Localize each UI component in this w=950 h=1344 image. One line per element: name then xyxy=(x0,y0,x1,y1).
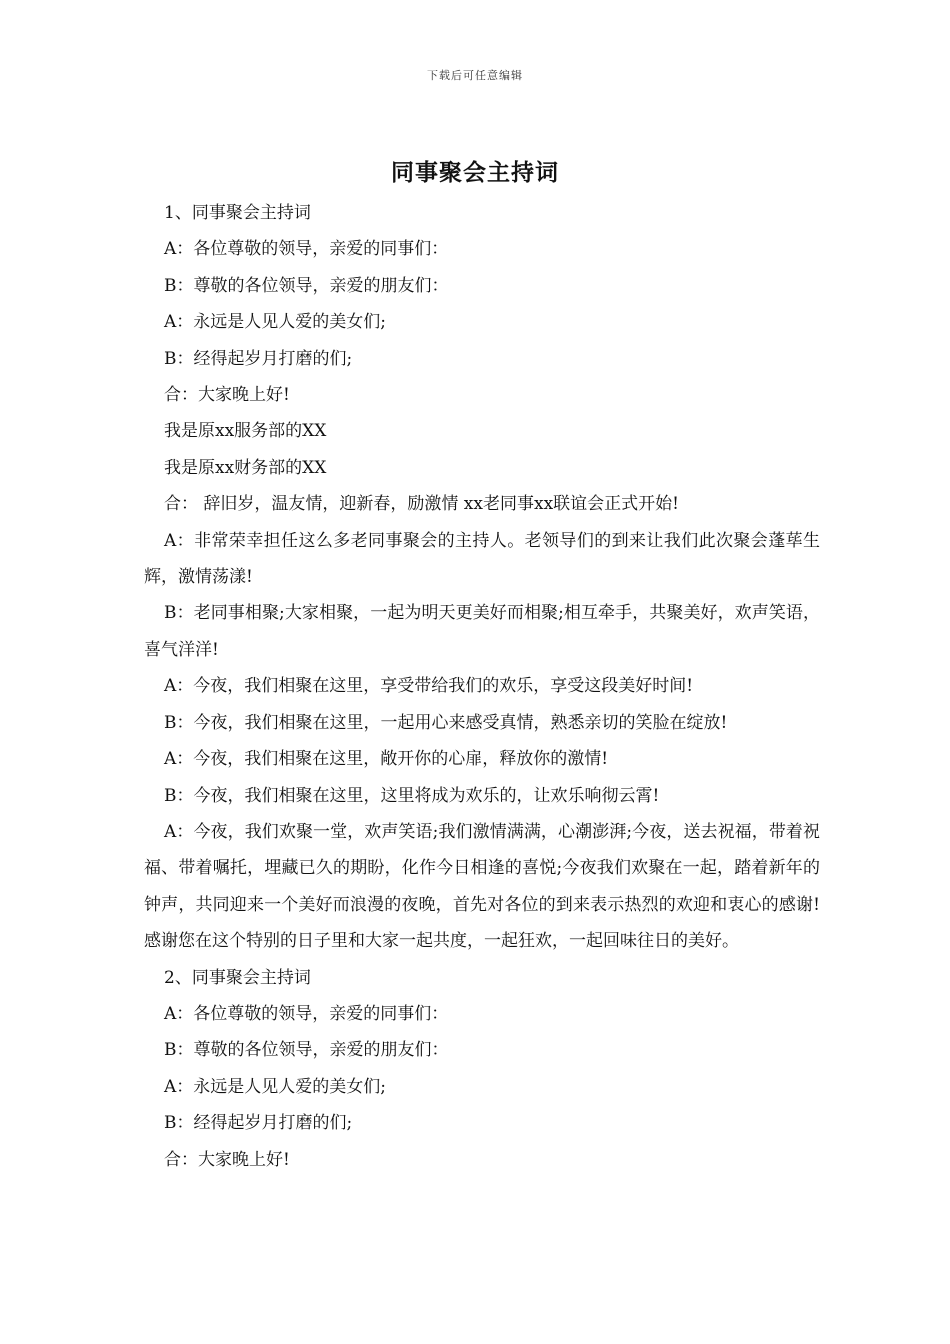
paragraph: B：经得起岁月打磨的们; xyxy=(164,1113,353,1134)
paragraph: A：永远是人见人爱的美女们; xyxy=(164,312,387,333)
paragraph: B：经得起岁月打磨的们; xyxy=(164,348,353,369)
paragraph: B：今夜，我们相聚在这里，这里将成为欢乐的，让欢乐响彻云霄! xyxy=(164,785,660,806)
document-body xyxy=(144,195,820,1178)
paragraph: 1、同事聚会主持词 xyxy=(164,203,311,223)
paragraph: 我是原xx服务部的XX xyxy=(164,421,327,442)
paragraph: 我是原xx财务部的XX xyxy=(164,457,327,478)
paragraph: A：今夜，我们相聚在这里，享受带给我们的欢乐，享受这段美好时间! xyxy=(164,676,694,697)
paragraph: A：各位尊敬的领导，亲爱的同事们： xyxy=(164,1003,449,1024)
paragraph: 2、同事聚会主持词 xyxy=(164,967,311,988)
paragraph: B：尊敬的各位领导，亲爱的朋友们： xyxy=(164,1040,449,1061)
header-note: 下载后可任意编辑 xyxy=(427,69,523,82)
paragraph: A：永远是人见人爱的美女们; xyxy=(164,1076,387,1097)
paragraph: 合： 辞旧岁，温友情，迎新春，励激情 xx老同事xx联谊会正式开始! xyxy=(164,494,679,515)
paragraph: A：今夜，我们欢聚一堂，欢声笑语;我们激情满满，心潮澎湃;今夜，送去祝福，带着祝福、带着嘱托，埋藏已久的期盼，化作今日相逢的喜悦;今夜我们欢聚在一起，踏着新年的钟声，共同迎来一个美好而浪漫的夜晚，首先对各位的到来表示热烈的欢迎和衷心的感谢!感谢您在这个特别的日子里和大家一起共度，一起狂欢，一起回味往日的美好。 xyxy=(144,821,820,952)
document-title: 同事聚会主持词 xyxy=(391,159,559,186)
paragraph: B：老同事相聚;大家相聚，一起为明天更美好而相聚;相互牵手，共聚美好，欢声笑语，喜气洋洋! xyxy=(144,603,820,660)
paragraph: 合：大家晚上好! xyxy=(164,1149,290,1170)
paragraph: 合：大家晚上好! xyxy=(164,385,290,406)
paragraph: B：今夜，我们相聚在这里，一起用心来感受真情，熟悉亲切的笑脸在绽放! xyxy=(164,712,728,733)
paragraph: A：今夜，我们相聚在这里，敞开你的心扉，释放你的激情! xyxy=(164,749,609,770)
paragraph: B：尊敬的各位领导，亲爱的朋友们： xyxy=(164,275,449,296)
paragraph: A：非常荣幸担任这么多老同事聚会的主持人。老领导们的到来让我们此次聚会蓬荜生辉，激情荡漾! xyxy=(144,530,820,588)
paragraph: A：各位尊敬的领导，亲爱的同事们： xyxy=(164,239,449,260)
